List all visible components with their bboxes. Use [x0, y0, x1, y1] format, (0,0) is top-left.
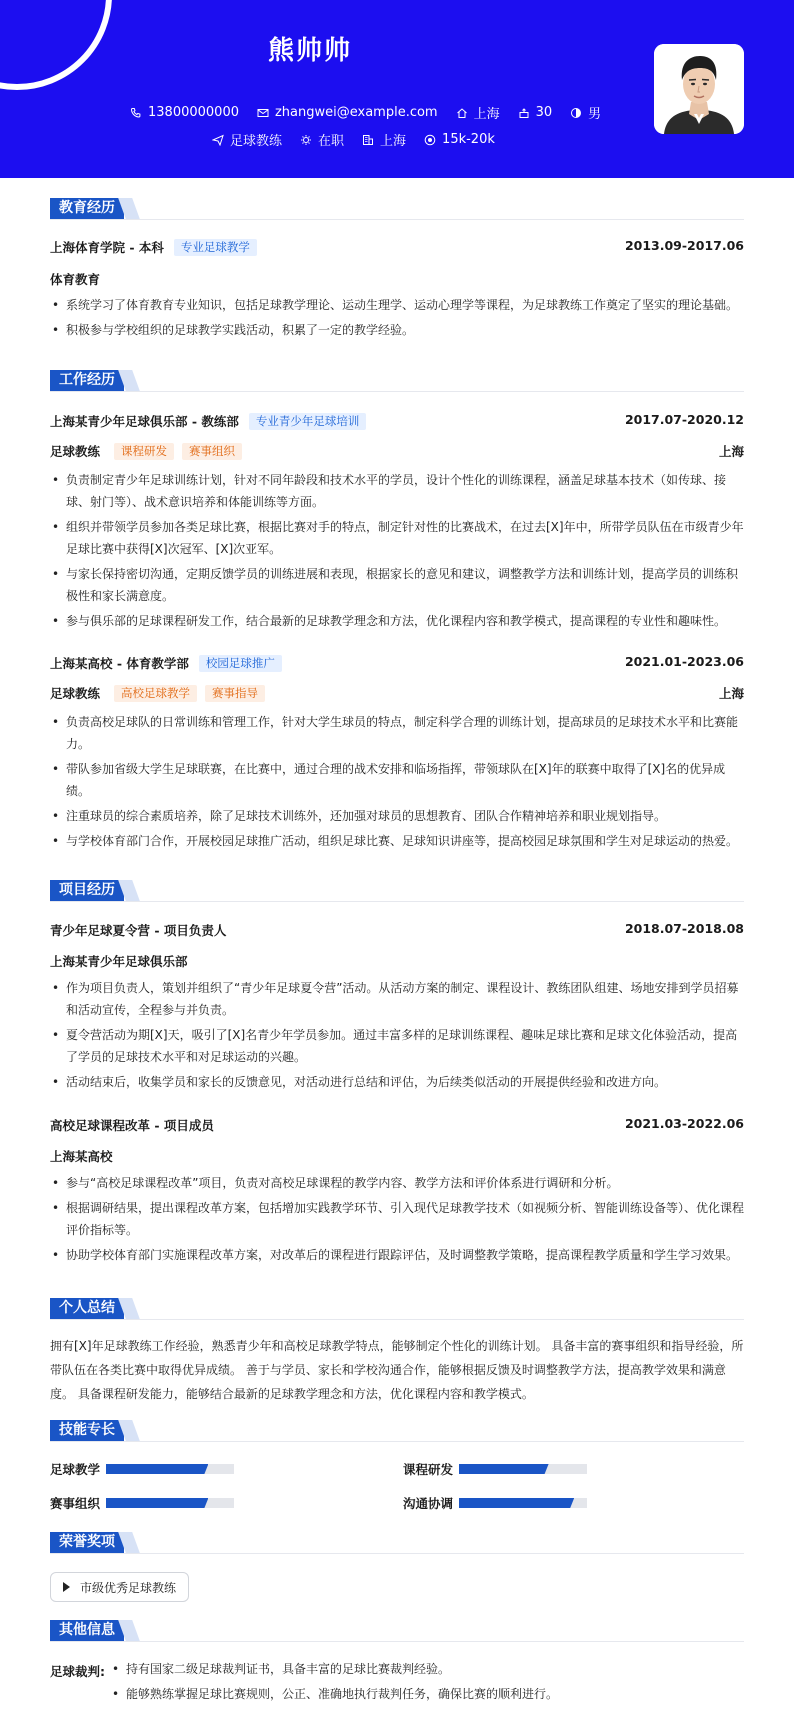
job-1-bullets — [50, 469, 744, 635]
job-intent-row — [212, 130, 513, 149]
list-item: • 积极参与学校组织的足球教学实践活动，积累了一定的教学经验。 — [50, 319, 744, 341]
major-tag: 专业足球教学 — [174, 239, 257, 256]
section-title: 工作经历 — [50, 370, 124, 391]
list-item: • 系统学习了体育教育专业知识，包括足球教学理论、运动生理学、运动心理学等课程，为足球教练工作奠定了坚实的理论基础。 — [50, 294, 744, 316]
status-icon — [300, 134, 312, 146]
awards-section — [50, 1532, 744, 1595]
projects-section — [50, 880, 745, 1262]
age-item — [518, 105, 553, 120]
section-title: 教育经历 — [50, 198, 124, 219]
skill-level-fill — [106, 1498, 208, 1508]
list-item: • 夏令营活动为期[X]天，吸引了[X]名青少年学员参加。通过丰富多样的足球训练课程、趣味足球比赛和足球文化体验活动，提高了学员的足球技术水平和对足球运动的兴趣。 — [50, 1024, 744, 1068]
job-2-head — [50, 654, 744, 672]
job-role: 足球教练 — [50, 444, 101, 459]
skill-level-fill — [106, 1464, 208, 1474]
city-item — [456, 103, 500, 122]
candidate-name: 熊帅帅 — [267, 36, 352, 66]
skill-bar — [459, 1498, 587, 1508]
school-name: 上海体育学院 - 本科 — [50, 240, 164, 255]
list-item: • 能够熟练掌握足球比赛规则，公正、准确地执行裁判任务，确保比赛的顺利进行。 — [110, 1683, 744, 1705]
job-tag: 校园足球推广 — [199, 655, 282, 672]
salary-text: 15k-20k — [442, 132, 495, 147]
phone-text: 13800000000 — [148, 105, 239, 120]
job-org: 上海某高校 - 体育教学部 — [50, 656, 189, 671]
skill-item — [403, 1460, 453, 1478]
education-date: 2013.09-2017.06 — [624, 238, 744, 253]
award-item — [50, 1572, 189, 1602]
job-2-role-row — [50, 684, 265, 702]
section-title: 其他信息 — [50, 1620, 124, 1641]
skills-section — [50, 1420, 744, 1511]
referee-bullets — [110, 1658, 744, 1708]
list-item: • 组织并带领学员参加各类足球比赛，根据比赛对手的特点，制定针对性的比赛战术，在过去[X]年中，所带学员队伍在市级青少年足球比赛中获得[X]次冠军、[X]次亚军。 — [50, 516, 744, 560]
job-tag: 专业青少年足球培训 — [249, 413, 367, 430]
resume-header — [0, 0, 794, 178]
project-date: 2018.07-2018.08 — [624, 921, 744, 936]
salary-item — [424, 132, 495, 147]
contact-row — [130, 103, 619, 122]
project-org: 上海某青少年足球俱乐部 — [50, 954, 188, 969]
job-2-bullets — [50, 711, 744, 855]
degree: 体育教育 — [50, 272, 101, 287]
section-title: 荣誉奖项 — [50, 1532, 124, 1553]
phone-item — [130, 105, 239, 120]
project-org: 上海某高校 — [50, 1149, 113, 1164]
list-item: • 与家长保持密切沟通，定期反馈学员的训练进展和表现，根据家长的意见和建议，调整教学方法和训练计划，提高学员的训练积极性和家长满意度。 — [50, 563, 744, 607]
phone-icon — [130, 107, 142, 119]
summary-title-bar — [50, 1298, 744, 1320]
skill-name: 足球教学 — [50, 1462, 101, 1477]
position-text: 足球教练 — [230, 134, 283, 149]
skill-name: 课程研发 — [403, 1462, 454, 1477]
city-text: 上海 — [473, 107, 500, 122]
skill-item — [403, 1494, 453, 1512]
project-date: 2021.03-2022.06 — [624, 1116, 744, 1131]
projects-title-bar — [50, 880, 744, 902]
status-item — [300, 130, 344, 149]
age-text: 30 — [535, 105, 553, 120]
skill-level-fill — [459, 1498, 574, 1508]
referee-label: 足球裁判: — [50, 1664, 105, 1679]
list-item: • 负责高校足球队的日常训练和管理工作，针对大学生球员的特点，制定科学合理的训练计划，提高球员的足球技术水平和比赛能力。 — [50, 711, 744, 755]
project-1-bullets — [50, 977, 744, 1096]
email-text: zhangwei@example.com — [274, 105, 438, 120]
list-item: • 参与“高校足球课程改革”项目，负责对高校足球课程的教学内容、教学方法和评价体系进行调研和分析。 — [50, 1172, 744, 1194]
skill-chip: 赛事指导 — [205, 685, 265, 702]
list-item: • 参与俱乐部的足球课程研发工作，结合最新的足球教学理念和方法，优化课程内容和教学模式，提高课程的专业性和趣味性。 — [50, 610, 744, 632]
list-item: • 活动结束后，收集学员和家长的反馈意见，对活动进行总结和评估，为后续类似活动的开展提供经验和改进方向。 — [50, 1071, 744, 1093]
profile-photo — [654, 44, 744, 134]
skill-chip: 高校足球教学 — [114, 685, 197, 702]
job-location: 上海 — [718, 686, 744, 701]
gender-item — [570, 103, 601, 122]
position-item — [212, 130, 282, 149]
job-org: 上海某青少年足球俱乐部 - 教练部 — [50, 414, 239, 429]
project-2-bullets — [50, 1172, 744, 1269]
list-item: • 作为项目负责人，策划并组织了“青少年足球夏令营”活动。从活动方案的制定、课程设计、教练团队组建、场地安排到学员招募和活动宣传，全程参与并负责。 — [50, 977, 744, 1021]
job-1-role-row — [50, 442, 242, 460]
education-bullets — [50, 294, 744, 344]
section-title: 个人总结 — [50, 1298, 124, 1319]
building-icon — [362, 134, 374, 146]
list-item: • 根据调研结果，提出课程改革方案，包括增加实践教学环节、引入现代足球教学技术（如视频分析、智能训练设备等）、优化课程评价指标等。 — [50, 1197, 744, 1241]
skill-chip: 课程研发 — [114, 443, 174, 460]
other-section — [50, 1620, 744, 1701]
skill-item — [50, 1460, 100, 1478]
project-name: 高校足球课程改革 - 项目成员 — [50, 1118, 214, 1133]
job-location: 上海 — [718, 444, 744, 459]
skills-title-bar — [50, 1420, 744, 1442]
education-entry-head — [50, 238, 744, 256]
salary-icon — [424, 134, 436, 146]
work-title-bar — [50, 370, 744, 392]
skill-bar — [106, 1464, 234, 1474]
project-2-head — [50, 1116, 744, 1134]
skill-bar — [106, 1498, 234, 1508]
awards-title-bar — [50, 1532, 744, 1554]
send-icon — [212, 134, 224, 146]
play-icon — [63, 1582, 70, 1592]
job-role: 足球教练 — [50, 686, 101, 701]
work-city-item — [362, 130, 406, 149]
home-icon — [456, 107, 468, 119]
education-title-bar — [50, 198, 744, 220]
project-1-head — [50, 921, 744, 939]
project-name: 青少年足球夏令营 - 项目负责人 — [50, 923, 227, 938]
job-date: 2017.07-2020.12 — [624, 412, 744, 427]
list-item: • 注重球员的综合素质培养，除了足球技术训练外，还加强对球员的思想教育、团队合作精神培养和职业规划指导。 — [50, 805, 744, 827]
age-icon — [518, 107, 530, 119]
work-section — [50, 370, 744, 848]
list-item: • 带队参加省级大学生足球联赛，在比赛中，通过合理的战术安排和临场指挥，带领球队在[X]年的联赛中取得了[X]名的优异成绩。 — [50, 758, 744, 802]
skill-name: 赛事组织 — [50, 1496, 101, 1511]
section-title: 项目经历 — [50, 880, 124, 901]
list-item: • 与学校体育部门合作，开展校园足球推广活动，组织足球比赛、足球知识讲座等，提高校园足球氛围和学生对足球运动的热爱。 — [50, 830, 744, 852]
skill-bar — [459, 1464, 587, 1474]
award-name: 市级优秀足球教练 — [80, 1580, 177, 1595]
list-item: • 持有国家二级足球裁判证书，具备丰富的足球比赛裁判经验。 — [110, 1658, 744, 1680]
skill-name: 沟通协调 — [403, 1496, 454, 1511]
education-section — [50, 198, 744, 337]
job-date: 2021.01-2023.06 — [624, 654, 744, 669]
gender-icon — [570, 107, 582, 119]
section-title: 技能专长 — [50, 1420, 124, 1441]
skill-level-fill — [459, 1464, 549, 1474]
skill-item — [50, 1494, 100, 1512]
status-text: 在职 — [318, 134, 345, 149]
list-item: • 协助学校体育部门实施课程改革方案，对改革后的课程进行跟踪评估，及时调整教学策略，提高课程教学质量和学生学习效果。 — [50, 1244, 744, 1266]
other-title-bar — [50, 1620, 744, 1642]
list-item: • 负责制定青少年足球训练计划，针对不同年龄段和技术水平的学员，设计个性化的训练课程，涵盖足球基本技术（如传球、接球、射门等）、战术意识培养和体能训练等方面。 — [50, 469, 744, 513]
summary-text: 拥有[X]年足球教练工作经验，熟悉青少年和高校足球教学特点，能够制定个性化的训练计划。 具备丰富的赛事组织和指导经验，所带队伍在各类比赛中取得优异成绩。 善于与学员、家长和学校沟通合作，能够根据反馈及时调整教学方法，提高教学效果和满意度。 具备课程研发能力，能够结合最新的足球教学理念和方法，优化课程内容和教学模式。 — [50, 1339, 744, 1401]
email-item — [257, 105, 438, 120]
summary-section — [50, 1298, 744, 1401]
skill-chip: 赛事组织 — [182, 443, 242, 460]
mail-icon — [257, 107, 269, 119]
decorative-circle — [0, 0, 112, 90]
work-city-text: 上海 — [380, 134, 407, 149]
gender-text: 男 — [588, 107, 602, 122]
job-1-head — [50, 412, 744, 430]
